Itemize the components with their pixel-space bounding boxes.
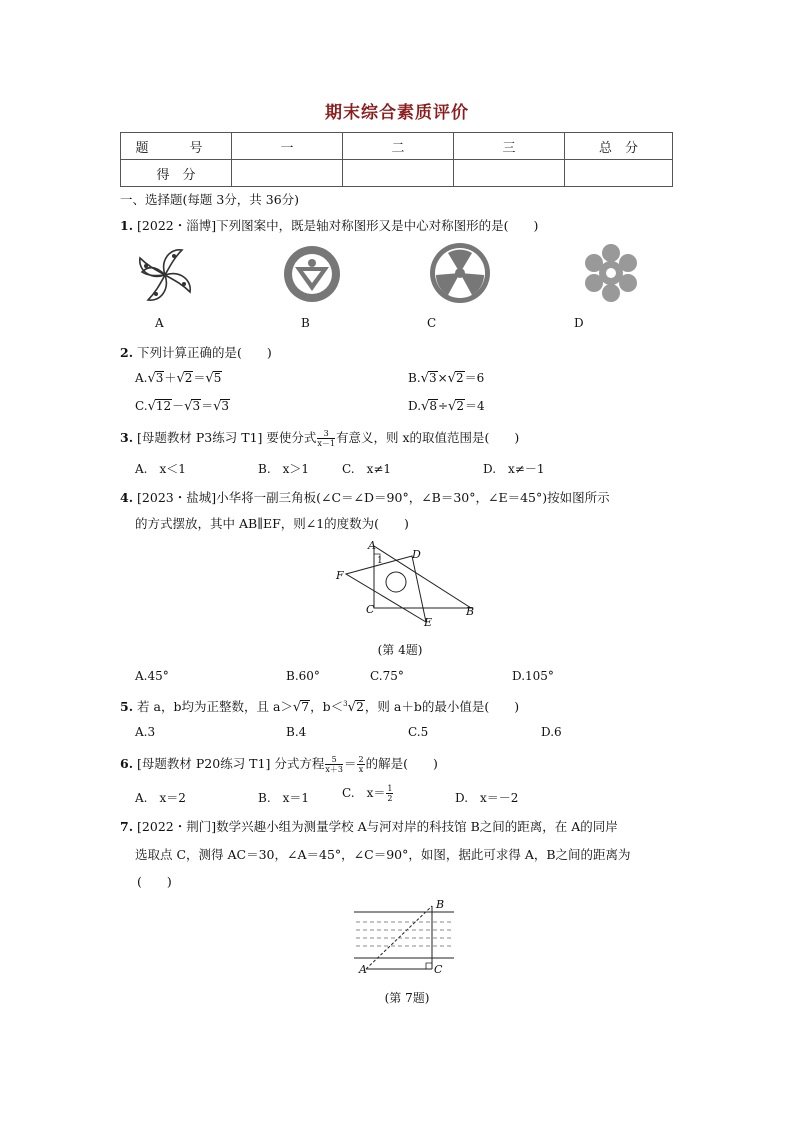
- result: ＝6: [464, 371, 485, 385]
- operator: ＝: [343, 756, 357, 771]
- question-text: 下列图案中，既是轴对称图形又是中心对称图形的是( ): [216, 218, 539, 233]
- option-b: B.4: [286, 725, 307, 739]
- point-label-b: B: [436, 898, 445, 911]
- option-d: D. x＝－2: [455, 791, 519, 805]
- fraction-denominator: 2: [387, 794, 393, 803]
- option-b: [408, 369, 484, 386]
- option-d: [408, 397, 485, 414]
- table-cell: 二: [343, 133, 454, 160]
- question-text: 下列计算正确的是( ): [137, 345, 272, 360]
- radicand: 7: [301, 699, 310, 714]
- point-label-e: E: [424, 616, 433, 629]
- question-text: 分式方程: [274, 756, 325, 771]
- fraction: [317, 429, 335, 448]
- table-cell: [565, 160, 673, 187]
- question-number: 1.: [120, 218, 134, 233]
- point-label-a: A: [359, 963, 367, 976]
- fraction-denominator: x: [358, 765, 364, 774]
- figure-label-d: D: [574, 316, 584, 330]
- option-c: C.5: [408, 725, 429, 739]
- operator: ÷: [437, 399, 449, 413]
- answer-brackets: ( ): [137, 874, 172, 889]
- question-1: [120, 216, 538, 234]
- table-cell: 题 号: [121, 133, 232, 160]
- question-2: [120, 343, 272, 361]
- question-6: [120, 754, 438, 774]
- question-text: 有意义，则 x的取值范围是( ): [336, 430, 520, 445]
- radicand: 3: [155, 371, 164, 385]
- radicand: 2: [184, 371, 193, 385]
- radicand: 2: [455, 371, 464, 385]
- figure-caption: (第 4题): [377, 643, 423, 657]
- question-number: 5.: [120, 699, 134, 714]
- fraction-denominator: x－1: [317, 439, 336, 448]
- point-label-a: A: [368, 539, 376, 552]
- question-7: [120, 817, 618, 835]
- option-b: B. x＝1: [258, 791, 310, 805]
- question-text: ，b＜: [310, 699, 344, 714]
- question-text: 的解是( ): [365, 756, 438, 771]
- figure-label-a: A: [155, 316, 164, 330]
- operator: ＝: [193, 371, 206, 385]
- operator: ×: [437, 371, 448, 385]
- radicand: 3: [192, 399, 201, 413]
- radiation-symbol-figure: [428, 241, 492, 305]
- point-label-d: D: [412, 548, 421, 561]
- option-prefix: C.: [135, 399, 148, 413]
- fraction-numerator: 2: [358, 755, 364, 764]
- question-4: [120, 488, 610, 506]
- question-number: 6.: [120, 756, 134, 771]
- table-cell: 得 分: [121, 160, 232, 187]
- sqrt-icon: √: [176, 371, 185, 386]
- sqrt-icon: √: [448, 399, 457, 414]
- question-number: 4.: [120, 490, 134, 505]
- question-text: 要使分式: [266, 430, 317, 445]
- question-text: 若 a，b均为正整数，且 a＞: [137, 699, 293, 714]
- option-c: [342, 784, 394, 803]
- question-source: [母题教材 P20练习 T1]: [137, 756, 271, 771]
- point-label-b: B: [466, 605, 475, 618]
- operator: ＋: [164, 371, 177, 385]
- question-number: 7.: [120, 819, 134, 834]
- radicand: 12: [155, 399, 172, 413]
- question-source: [2023・盐城]: [137, 490, 217, 505]
- shield-logo-figure: [281, 243, 343, 305]
- question-text: 数学兴趣小组为测量学校 A与河对岸的科技馆 B之间的距离，在 A的同岸: [216, 819, 618, 834]
- q4-triangle-figure: [330, 538, 480, 630]
- bauhinia-emblem-figure: [130, 240, 200, 310]
- section-header: 一、选择题(每题 3分，共 36分): [120, 192, 300, 207]
- score-table-score-row: [121, 160, 673, 187]
- option-a: A. x＜1: [135, 462, 186, 476]
- table-cell: 三: [454, 133, 565, 160]
- point-label-c: C: [434, 963, 443, 976]
- table-cell: [232, 160, 343, 187]
- option-a: A. x＝2: [135, 791, 186, 805]
- figure-label-c: C: [427, 316, 437, 330]
- sqrt-icon: √: [421, 399, 430, 414]
- option-prefix: D.: [408, 399, 422, 413]
- operator: －: [172, 399, 185, 413]
- fraction: [325, 755, 343, 774]
- table-cell: 总 分: [565, 133, 673, 160]
- fraction-numerator: 3: [317, 429, 335, 439]
- option-prefix: B.: [408, 371, 421, 385]
- question-text: 小华将一副三角板(∠C＝∠D＝90°，∠B＝30°，∠E＝45°)按如图所示: [216, 490, 610, 505]
- question-text: ，则 a＋b的最小值是( ): [364, 699, 520, 714]
- operator: ＝: [201, 399, 214, 413]
- radicand: 3: [221, 399, 230, 413]
- figure-label-b: B: [301, 316, 310, 330]
- option-d: D.6: [541, 725, 562, 739]
- sqrt-icon: √: [213, 399, 222, 414]
- question-5: [120, 697, 519, 715]
- option-c: [135, 397, 230, 414]
- score-table: [120, 132, 673, 187]
- radicand: 5: [213, 371, 222, 385]
- question-text-continued: 的方式摆放，其中 AB∥EF，则∠1的度数为( ): [135, 516, 409, 531]
- flower-pattern-figure: [580, 242, 642, 304]
- option-b: B.60°: [286, 669, 320, 683]
- option-a: A.45°: [135, 669, 169, 683]
- sqrt-icon: √: [447, 371, 456, 386]
- option-prefix: C. x＝: [342, 786, 386, 800]
- option-d: D.105°: [512, 669, 554, 683]
- option-d: D. x≠－1: [483, 462, 545, 476]
- fraction-numerator: 1: [387, 784, 393, 793]
- table-cell: [454, 160, 565, 187]
- table-cell: [343, 160, 454, 187]
- radicand: 2: [355, 699, 364, 714]
- option-a: [135, 369, 222, 386]
- fraction-numerator: 5: [325, 755, 343, 765]
- radicand: 2: [456, 399, 464, 413]
- result: ＝4: [464, 399, 485, 413]
- sqrt-icon: √: [292, 700, 302, 715]
- figure-caption: (第 7题): [384, 991, 430, 1005]
- option-c: C. x≠1: [342, 462, 392, 476]
- sqrt-icon: √: [205, 371, 214, 386]
- table-cell: 一: [232, 133, 343, 160]
- sqrt-icon: √: [420, 371, 429, 386]
- fraction: [386, 784, 393, 803]
- option-b: B. x＞1: [258, 462, 310, 476]
- q7-river-figure: [352, 900, 462, 975]
- root-index: 3: [343, 699, 348, 708]
- radicand: 3: [428, 371, 437, 385]
- option-a: A.3: [135, 725, 156, 739]
- question-number: 3.: [120, 430, 134, 445]
- question-source: [2022・荆门]: [137, 819, 217, 834]
- fraction-denominator: x＋3: [325, 765, 343, 774]
- point-label-c: C: [366, 603, 375, 616]
- angle-label-1: 1: [377, 556, 383, 566]
- sqrt-icon: √: [184, 399, 193, 414]
- sqrt-icon: √: [147, 399, 156, 414]
- option-prefix: A.: [135, 371, 148, 385]
- sqrt-icon: √: [347, 700, 356, 715]
- question-number: 2.: [120, 345, 134, 360]
- score-table-header-row: [121, 133, 673, 160]
- radicand: 8: [429, 399, 437, 413]
- sqrt-icon: √: [147, 371, 156, 386]
- fraction: [357, 755, 364, 774]
- point-label-f: F: [336, 569, 344, 582]
- question-source: [母题教材 P3练习 T1]: [137, 430, 263, 445]
- page-title: 期末综合素质评价: [325, 103, 469, 123]
- question-text-continued: 选取点 C，测得 AC＝30，∠A＝45°，∠C＝90°，如图，据此可求得 A，B之间的距离为: [135, 847, 631, 862]
- question-source: [2022・淄博]: [137, 218, 217, 233]
- question-3: [120, 428, 519, 448]
- option-c: C.75°: [370, 669, 404, 683]
